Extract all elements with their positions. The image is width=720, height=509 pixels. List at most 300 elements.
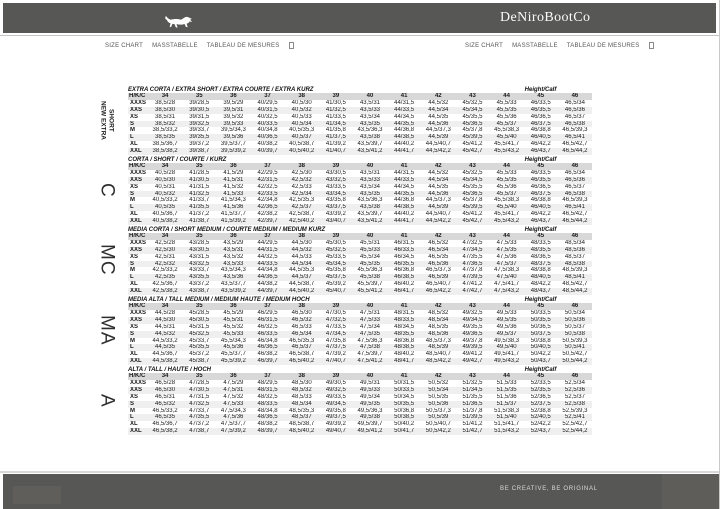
size-cell: 50/34,5 (394, 393, 415, 400)
size-cell: 46,5/41 (558, 134, 592, 141)
size-cell: 47/33,5 (325, 323, 346, 330)
size-cell: 52,5/41 (558, 414, 592, 421)
size-column-header: 38 (285, 373, 319, 380)
size-column-header: 38 (285, 233, 319, 240)
size-cell: 44/40,2 (394, 141, 415, 148)
size-cell: 45/40,7 (319, 288, 353, 295)
size-cell: 49,5/38,3 (494, 337, 520, 344)
size-cell: 50,5/37 (564, 323, 585, 330)
size-cell: 47/33,7 (189, 407, 210, 414)
corner-header: H/K/C (128, 303, 148, 310)
tab-size-chart: SIZE CHART (465, 42, 504, 49)
size-column-header: 36 (216, 303, 250, 310)
size-cell: 52/40,5 (524, 414, 558, 421)
row-label: XXS (128, 387, 148, 394)
size-cell: 46,5/34 (421, 247, 455, 254)
size-cell: 42,5/33,2 (152, 267, 178, 274)
size-cell: 49,5/35 (353, 401, 387, 408)
size-cell: 47,5/33 (216, 401, 250, 408)
size-cell: 40/31,5 (250, 107, 284, 114)
size-cell: 45,5/33 (216, 331, 250, 338)
size-cell: 42/36,5 (250, 204, 284, 211)
size-cell: 44,5/42,2 (421, 148, 455, 155)
size-cell: 44,5/33 (291, 253, 312, 260)
size-cell: 45/34,5 (455, 107, 489, 114)
size-cell: 52,5/36 (558, 387, 592, 394)
size-cell: 48/36,5 (250, 414, 284, 421)
size-cell: 42,5/34 (285, 191, 319, 198)
size-column-header: 43 (455, 93, 489, 100)
size-cell: 43,5/39,2 (216, 288, 250, 295)
size-cell: 45,5/35 (490, 177, 524, 184)
size-cell: 46,5/35 (148, 414, 182, 421)
size-cell: 47,5/40 (490, 274, 524, 281)
size-cell: 44,5/28 (155, 309, 176, 316)
section-grid (128, 93, 592, 155)
side-strip-cell (85, 365, 128, 435)
size-cell: 47,5/37 (490, 261, 524, 268)
size-cell: 46/42,2 (530, 141, 551, 148)
size-cell: 43,5/31 (216, 247, 250, 254)
side-strip-cell (85, 85, 128, 155)
size-cell: 49,5/31 (359, 379, 380, 386)
size-cell: 40/39,7 (250, 148, 284, 155)
size-cell: 46/34,8 (257, 337, 278, 344)
size-cell: 44,5/37 (285, 274, 319, 281)
size-cell: 46/36,5 (530, 113, 551, 120)
size-cell: 46,5/36,7 (152, 421, 178, 428)
size-cell: 46,5/42,7 (562, 211, 588, 218)
size-cell: 48,5/34 (564, 239, 585, 246)
size-column-header: 42 (421, 163, 455, 170)
size-column-header: 45 (524, 93, 558, 100)
size-cell: 50/38,8 (530, 337, 551, 344)
size-cell: 41,5/29 (223, 169, 244, 176)
row-label: XL (130, 421, 138, 428)
size-cell: 50,5/39,3 (562, 337, 588, 344)
size-cell: 46/43,7 (524, 148, 558, 155)
size-cell: 50/35,5 (524, 317, 558, 324)
row-label: L (128, 344, 148, 351)
size-cell: 47,5/34,3 (220, 407, 246, 414)
size-cell: 50,5/34 (421, 387, 455, 394)
size-cell: 44/33,5 (250, 261, 284, 268)
size-cell: 43,5/39,7 (357, 211, 383, 218)
size-cell: 40/34,8 (257, 127, 278, 134)
size-cell: 47,5/36 (216, 414, 250, 421)
size-cell: 41/34,5 (319, 121, 353, 128)
height-calf-label: Height/Calf (524, 366, 557, 373)
size-cell: 41,5/33 (216, 191, 250, 198)
corner-header: H/K/C (128, 373, 148, 380)
size-cell: 42/38,2 (257, 211, 278, 218)
size-cell: 43,5/38 (353, 204, 387, 211)
size-cell: 46/35,5 (524, 177, 558, 184)
size-cell: 48,5/37 (564, 253, 585, 260)
row-label: XXXS (130, 169, 147, 176)
section-grid (128, 373, 592, 435)
row-label: XL (130, 141, 138, 148)
size-cell: 46,5/36 (558, 107, 592, 114)
size-cell: 48,5/37 (285, 414, 319, 421)
size-column-header: 41 (387, 303, 421, 310)
size-cell: 46/43,7 (524, 218, 558, 225)
size-cell: 44/38,2 (257, 281, 278, 288)
size-cell: 52,5/38 (558, 401, 592, 408)
size-column-header: 46 (558, 93, 592, 100)
size-cell: 49/39,5 (455, 344, 489, 351)
size-cell: 50/40,5 (524, 344, 558, 351)
size-cell: 50/41,7 (387, 428, 421, 435)
size-cell: 51,5/38,3 (494, 407, 520, 414)
size-cell: 40,5/35,3 (289, 127, 315, 134)
size-cell: 46,5/34 (564, 169, 585, 176)
section-side-label: C (96, 182, 118, 198)
size-cell: 43/32,5 (182, 261, 216, 268)
size-cell: 43,5/33 (216, 261, 250, 268)
size-column-header: 34 (148, 233, 182, 240)
size-cell: 39,5/33 (216, 121, 250, 128)
size-cell: 41,5/31 (216, 177, 250, 184)
corner-header: H/K/C (128, 163, 148, 170)
size-cell: 46,5/38 (558, 191, 592, 198)
size-cell: 49/35,5 (462, 323, 483, 330)
size-cell: 38,5/32 (148, 121, 182, 128)
row-label: L (128, 274, 148, 281)
size-cell: 42/33,5 (250, 191, 284, 198)
size-cell: 45,5/38,3 (494, 197, 520, 204)
size-cell: 41/40,7 (319, 148, 353, 155)
row-label: XXS (128, 177, 148, 184)
size-cell: 41/39,2 (325, 141, 346, 148)
size-cell: 47/40,7 (319, 358, 353, 365)
size-cell: 50/40,2 (394, 421, 415, 428)
size-cell: 44,5/35 (148, 344, 182, 351)
size-cell: 49/30,5 (325, 379, 346, 386)
size-cell: 49/34,5 (319, 401, 353, 408)
size-cell: 44/32,5 (257, 253, 278, 260)
size-cell: 45,5/41,7 (494, 141, 520, 148)
size-cell: 48/39,7 (250, 428, 284, 435)
size-cell: 48/33,5 (387, 317, 421, 324)
size-cell: 38,5/33,2 (152, 127, 178, 134)
size-column-header: 40 (353, 303, 387, 310)
size-cell: 45,5/41,2 (353, 288, 387, 295)
size-cell: 47/37,8 (462, 267, 483, 274)
size-cell: 47/37,2 (189, 421, 210, 428)
size-cell: 45/37,8 (462, 127, 483, 134)
size-cell: 45,5/35 (490, 107, 524, 114)
size-cell: 47,5/32 (223, 393, 244, 400)
size-cell: 43/30,5 (325, 169, 346, 176)
size-cell: 44,5/34 (421, 107, 455, 114)
height-calf-label: Height/Calf (524, 226, 557, 233)
size-cell: 46,5/40,2 (285, 358, 319, 365)
size-column-header: 39 (319, 233, 353, 240)
size-column-header: 41 (387, 93, 421, 100)
size-cell: 49,5/34 (359, 393, 380, 400)
size-cell: 50/33,5 (387, 387, 421, 394)
size-cell: 41,5/39,2 (216, 218, 250, 225)
row-label: XXL (128, 358, 148, 365)
size-cell: 46,5/38,7 (289, 351, 315, 358)
size-cell: 43,5/36 (216, 274, 250, 281)
size-column-header: 35 (182, 163, 216, 170)
size-cell: 43,5/35 (353, 121, 387, 128)
size-column-header: 44 (490, 373, 524, 380)
size-cell: 44/33,5 (387, 107, 421, 114)
size-cell: 39/37,2 (189, 141, 210, 148)
size-cell: 49,5/33 (353, 387, 387, 394)
size-cell: 43,5/39,7 (357, 141, 383, 148)
size-column-header: 37 (250, 303, 284, 310)
size-cell: 44,5/32 (428, 169, 449, 176)
size-cell: 52,5/34 (564, 379, 585, 386)
size-cell: 41/37,2 (189, 211, 210, 218)
size-cell: 41/32,5 (182, 191, 216, 198)
size-cell: 45,5/39,2 (216, 358, 250, 365)
tab-size-chart: SIZE CHART (105, 42, 144, 49)
size-cell: 48/31,5 (250, 387, 284, 394)
size-cell: 45,5/38,3 (494, 127, 520, 134)
size-cell: 45,5/40 (490, 134, 524, 141)
size-cell: 46/36,5 (530, 183, 551, 190)
size-cell: 46/42,2 (530, 211, 551, 218)
size-section (128, 85, 592, 155)
size-cell: 45/32,5 (319, 247, 353, 254)
size-cell: 44,5/30 (291, 239, 312, 246)
size-cell: 44,5/34 (421, 177, 455, 184)
size-column-header: 34 (148, 163, 182, 170)
size-cell: 42/39,7 (250, 218, 284, 225)
size-cell: 46,5/44,2 (558, 218, 592, 225)
height-calf-label: Height/Calf (524, 296, 557, 303)
size-cell: 46,5/42,2 (421, 288, 455, 295)
size-cell: 49,5/36,3 (357, 407, 383, 414)
row-label: XL (130, 281, 138, 288)
size-cell: 46/33,5 (387, 247, 421, 254)
size-cell: 48,5/32 (428, 309, 449, 316)
size-cell: 50,5/44,2 (558, 358, 592, 365)
header-divider (0, 35, 719, 36)
section-title: MEDIA ALTA / TALL MEDIUM / MEDIUM HAUTE / MEDIUM HOCH (128, 296, 310, 303)
size-column-header: 38 (285, 93, 319, 100)
tab-masstabelle: MASSTABELLE (152, 42, 198, 49)
size-column-header: 41 (387, 373, 421, 380)
size-cell: 42,5/38,7 (289, 211, 315, 218)
size-cell: 48/43,7 (524, 288, 558, 295)
size-cell: 40,5/33,2 (152, 197, 178, 204)
size-cell: 44/29,5 (257, 239, 278, 246)
size-cell: 47/34,5 (319, 331, 353, 338)
size-column-header: 35 (182, 303, 216, 310)
size-cell: 47/35,5 (182, 414, 216, 421)
size-column-header: 40 (353, 163, 387, 170)
size-cell: 46/41,7 (387, 288, 421, 295)
row-label: S (128, 331, 148, 338)
size-cell: 45/35,8 (325, 267, 346, 274)
size-cell: 45,5/39,7 (357, 281, 383, 288)
size-cell: 46,5/34 (564, 99, 585, 106)
section-grid (128, 163, 592, 225)
size-cell: 48,5/38 (558, 261, 592, 268)
size-cell: 44,5/34 (285, 261, 319, 268)
size-cell: 42,5/35 (148, 274, 182, 281)
size-cell: 45,5/33 (353, 247, 387, 254)
size-cell: 47,5/33 (496, 239, 517, 246)
size-cell: 48,5/34 (285, 401, 319, 408)
size-cell: 46/40,5 (524, 134, 558, 141)
section-title-row (128, 295, 592, 303)
row-label: XS (130, 323, 139, 330)
size-cell: 50,5/40,7 (425, 421, 451, 428)
side-strip (85, 85, 128, 435)
size-cell: 39,5/29 (223, 99, 244, 106)
size-section (128, 295, 592, 365)
size-cell: 43,5/31 (359, 99, 380, 106)
size-cell: 47,5/33 (353, 317, 387, 324)
missing-glyph-box-icon (289, 42, 294, 49)
size-cell: 42/32,5 (257, 183, 278, 190)
size-cell: 46/31,5 (250, 317, 284, 324)
size-column-header: 38 (285, 303, 319, 310)
size-column-header: 42 (421, 373, 455, 380)
size-cell: 46,5/36 (558, 177, 592, 184)
size-column-header: 42 (421, 233, 455, 240)
size-cell: 50/43,7 (524, 358, 558, 365)
size-cell: 40/29,5 (257, 99, 278, 106)
size-cell: 44/36,5 (250, 274, 284, 281)
size-cell: 44,5/31 (155, 323, 176, 330)
size-cell: 45,5/36,3 (357, 267, 383, 274)
size-cell: 45/37,5 (319, 274, 353, 281)
size-cell: 50/42,2 (530, 351, 551, 358)
size-cell: 49,5/36 (496, 323, 517, 330)
size-cell: 45,5/37 (490, 121, 524, 128)
size-cell: 41,5/32 (223, 183, 244, 190)
size-cell: 48,5/41 (558, 274, 592, 281)
row-label: S (128, 191, 148, 198)
size-cell: 42,5/38,2 (148, 288, 182, 295)
size-column-header: 43 (455, 163, 489, 170)
size-cell: 45,5/40 (490, 204, 524, 211)
size-cell: 45,5/33 (496, 169, 517, 176)
size-cell: 43/38,7 (182, 288, 216, 295)
size-cell: 44,5/32 (428, 99, 449, 106)
size-cell: 40/33,5 (250, 121, 284, 128)
row-label: S (128, 401, 148, 408)
size-cell: 40,5/37 (285, 134, 319, 141)
size-cell: 51/42,7 (455, 428, 489, 435)
size-cell: 51,5/35 (490, 387, 524, 394)
size-cell: 47,5/31 (216, 387, 250, 394)
size-cell: 48/31,5 (394, 309, 415, 316)
size-cell: 46/36,5 (250, 344, 284, 351)
section-side-label: NEW EXTRA SHORT (99, 100, 115, 140)
side-strip-cell (85, 295, 128, 365)
row-label: XS (130, 253, 139, 260)
size-cell: 47/30,5 (325, 309, 346, 316)
size-cell: 48,5/38,7 (289, 421, 315, 428)
size-cell: 43/35,8 (325, 197, 346, 204)
size-cell: 50,5/36 (558, 317, 592, 324)
size-cell: 41,5/36 (216, 204, 250, 211)
row-label: M (130, 127, 135, 134)
size-cell: 52/42,2 (530, 421, 551, 428)
size-cell: 40,5/40,2 (285, 148, 319, 155)
size-cell: 47,5/39,7 (357, 351, 383, 358)
size-cell: 45/42,7 (455, 148, 489, 155)
size-cell: 41/38,7 (182, 218, 216, 225)
size-cell: 48,5/36 (558, 247, 592, 254)
size-column-header: 46 (558, 163, 592, 170)
row-label: XXXS (130, 99, 147, 106)
size-cell: 46,5/31 (155, 393, 176, 400)
size-cell: 49/37,8 (462, 337, 483, 344)
size-cell: 45/32,5 (462, 99, 483, 106)
size-cell: 43,5/36,3 (357, 127, 383, 134)
size-cell: 45/30,5 (325, 239, 346, 246)
size-cell: 45,5/32 (223, 323, 244, 330)
size-cell: 44/41,7 (387, 148, 421, 155)
size-cell: 45/35,5 (462, 113, 483, 120)
size-cell: 43,5/38 (353, 134, 387, 141)
size-cell: 49,5/35 (490, 317, 524, 324)
size-cell: 50,5/38 (558, 331, 592, 338)
size-cell: 48/35,5 (387, 331, 421, 338)
size-cell: 50,5/35 (428, 393, 449, 400)
size-cell: 52,5/44,2 (558, 428, 592, 435)
size-cell: 45/34,5 (319, 261, 353, 268)
row-label: XXXS (130, 379, 147, 386)
size-column-header: 37 (250, 233, 284, 240)
size-cell: 44,5/40,7 (425, 211, 451, 218)
tab-bar-right (465, 42, 654, 49)
section-title: CORTA / SHORT / COURTE / KURZ (128, 156, 227, 163)
size-column-header: 44 (490, 303, 524, 310)
size-cell: 48,5/34 (421, 317, 455, 324)
size-cell: 41/28,5 (189, 169, 210, 176)
size-column-header: 39 (319, 303, 353, 310)
size-cell: 41/33,5 (325, 113, 346, 120)
size-cell: 47/39,2 (325, 351, 346, 358)
size-cell: 46,5/32 (428, 239, 449, 246)
row-label: XXS (128, 247, 148, 254)
size-cell: 47/35,5 (462, 253, 483, 260)
size-cell: 49,5/38 (353, 414, 387, 421)
size-cell: 46/38,5 (387, 274, 421, 281)
size-column-header: 37 (250, 373, 284, 380)
size-cell: 45/33,5 (325, 253, 346, 260)
size-cell: 40,5/38,7 (289, 141, 315, 148)
size-cell: 42,5/32 (285, 177, 319, 184)
size-cell: 41/37,5 (319, 134, 353, 141)
size-cell: 46/31,5 (394, 239, 415, 246)
size-section (128, 225, 592, 295)
size-cell: 46/40,5 (524, 204, 558, 211)
size-cell: 47/30,5 (182, 387, 216, 394)
size-cell: 44,5/36 (421, 121, 455, 128)
size-cell: 41/32,5 (319, 107, 353, 114)
size-cell: 45,5/36 (496, 113, 517, 120)
size-cell: 44/34,5 (394, 113, 415, 120)
size-cell: 50/33,5 (530, 309, 551, 316)
size-cell: 41/31,5 (189, 183, 210, 190)
size-cell: 47/32,5 (319, 317, 353, 324)
size-cell: 45/37,8 (462, 197, 483, 204)
size-cell: 46,5/40,7 (425, 281, 451, 288)
size-cell: 49/37,5 (319, 414, 353, 421)
